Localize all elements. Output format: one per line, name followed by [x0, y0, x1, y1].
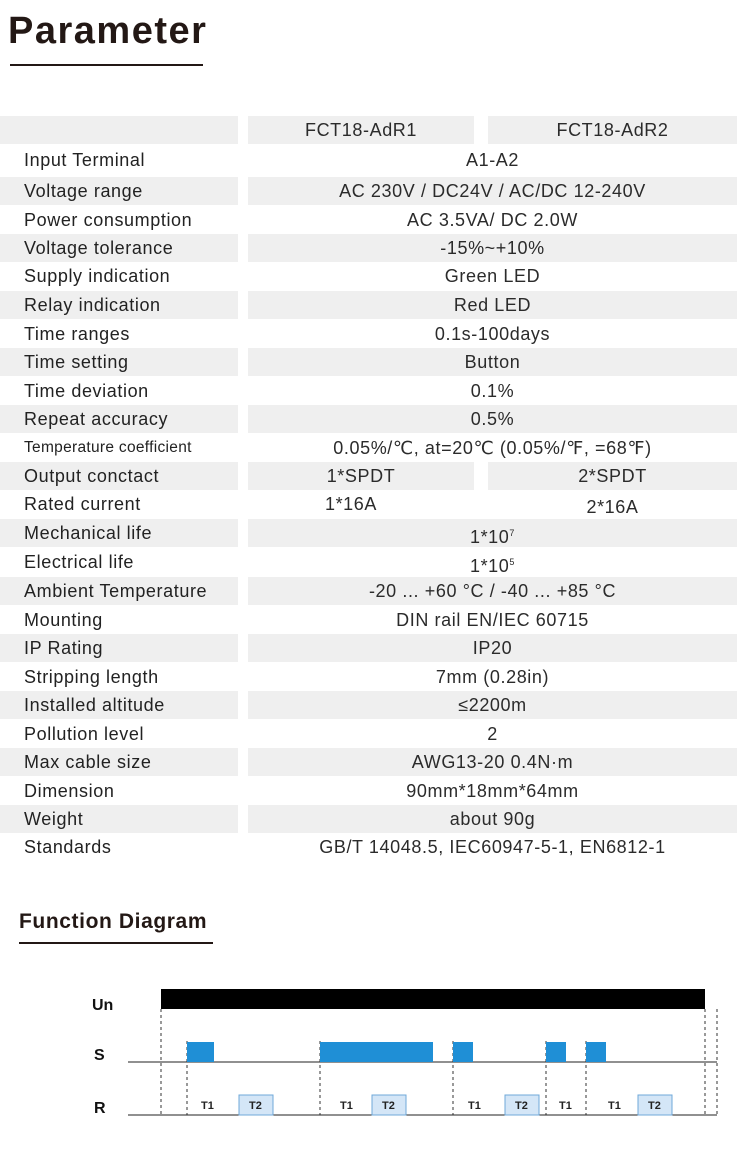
un-supply-bar: [161, 989, 705, 1009]
value-exponent: 5: [509, 557, 516, 567]
table-row: [0, 320, 750, 348]
row-label: Max cable size: [0, 748, 238, 776]
table-row: [0, 206, 750, 234]
row-value: about 90g: [248, 805, 737, 833]
page-title: Parameter: [8, 10, 208, 52]
row-value-model-2: 2*SPDT: [488, 462, 737, 490]
table-row: [0, 833, 750, 861]
row-label: Standards: [24, 837, 112, 857]
table-row: [0, 691, 750, 719]
table-row: [0, 177, 750, 205]
table-row: [0, 405, 750, 433]
table-row: [0, 146, 750, 174]
header-label-cell: [0, 116, 238, 144]
label-un: Un: [92, 997, 114, 1014]
value-base: 1*10: [469, 527, 510, 547]
row-value: 2: [487, 724, 498, 744]
table-row: [0, 606, 750, 634]
table-row: [0, 519, 750, 547]
s-pulse: [320, 1042, 433, 1062]
table-row: [0, 720, 750, 748]
row-value: 0.5%: [248, 405, 737, 433]
t2-label: T2: [515, 1100, 528, 1112]
row-label: Repeat accuracy: [0, 405, 238, 433]
row-value: AWG13-20 0.4N·m: [248, 748, 737, 776]
function-diagram-title: Function Diagram: [19, 910, 208, 933]
row-value-model-1: 1*16A: [324, 494, 378, 514]
table-row: [0, 377, 750, 405]
row-value: Button: [248, 348, 737, 376]
row-label: Weight: [0, 805, 238, 833]
row-label: Stripping length: [24, 667, 159, 687]
table-row: [0, 577, 750, 605]
s-pulse: [453, 1042, 473, 1062]
row-value-model-1: 1*SPDT: [248, 462, 474, 490]
table-row: [0, 291, 750, 319]
table-row: [0, 777, 750, 805]
table-row: [0, 234, 750, 262]
row-value-model-2: 2*16A: [586, 497, 639, 517]
title-underline: [10, 64, 203, 66]
value-exponent: 7: [509, 528, 516, 538]
label-s: S: [94, 1047, 105, 1064]
row-value: 0.1%: [470, 381, 515, 401]
row-value: AC 230V / DC24V / AC/DC 12-240V: [248, 177, 737, 205]
t1-label: T1: [201, 1100, 214, 1112]
row-value: A1-A2: [465, 150, 520, 170]
row-label: Relay indication: [0, 291, 238, 319]
table-row: [0, 490, 750, 518]
row-value: AC 3.5VA/ DC 2.0W: [407, 210, 578, 230]
t1-label: T1: [340, 1100, 353, 1112]
row-label: Temperature coefficient: [24, 439, 192, 456]
row-label: Output conctact: [0, 462, 238, 490]
row-label: Dimension: [24, 781, 115, 801]
row-value: IP20: [248, 634, 737, 662]
table-row: [0, 262, 750, 290]
row-label: Time setting: [0, 348, 238, 376]
row-label: Time deviation: [24, 381, 149, 401]
row-value: -20 ... +60 °C / -40 ... +85 °C: [248, 577, 737, 605]
row-value: Red LED: [248, 291, 737, 319]
t2-label: T2: [382, 1100, 395, 1112]
row-label: Rated current: [24, 494, 141, 514]
s-pulse: [586, 1042, 606, 1062]
row-value: 90mm*18mm*64mm: [406, 781, 579, 801]
table-row: [0, 748, 750, 776]
header-row: [0, 116, 750, 144]
row-value: ≤2200m: [248, 691, 737, 719]
header-model-2: FCT18-AdR2: [488, 116, 737, 144]
row-value: -15%~+10%: [248, 234, 737, 262]
row-value: 0.05%/℃, at=20℃ (0.05%/℉, =68℉): [333, 438, 652, 458]
table-row: [0, 548, 750, 576]
table-row: [0, 462, 750, 490]
t2-label: T2: [249, 1100, 262, 1112]
row-label: Pollution level: [24, 724, 145, 744]
s-pulse: [546, 1042, 566, 1062]
function-diagram-underline: [19, 942, 213, 944]
function-diagram: [0, 975, 750, 1145]
row-value: Green LED: [444, 266, 541, 286]
row-label: Time ranges: [24, 324, 130, 344]
row-value: 7mm (0.28in): [435, 667, 550, 687]
row-label: Mounting: [24, 610, 103, 630]
row-value: GB/T 14048.5, IEC60947-5-1, EN6812-1: [319, 837, 666, 857]
row-label: Mechanical life: [0, 519, 238, 547]
row-label: Input Terminal: [24, 150, 146, 170]
t1-label: T1: [608, 1100, 621, 1112]
header-model-1: FCT18-AdR1: [248, 116, 474, 144]
row-label: Ambient Temperature: [0, 577, 238, 605]
t2-label: T2: [648, 1100, 661, 1112]
table-row: [0, 634, 750, 662]
row-value: [248, 519, 737, 547]
row-value: DIN rail EN/IEC 60715: [396, 610, 589, 630]
value-base: 1*10: [469, 556, 510, 576]
row-label: Voltage tolerance: [0, 234, 238, 262]
row-label: Electrical life: [24, 552, 135, 572]
row-label: Power consumption: [24, 210, 193, 230]
row-value: 0.1s-100days: [434, 324, 551, 344]
row-label: Installed altitude: [0, 691, 238, 719]
table-row: [0, 663, 750, 691]
row-value: [248, 548, 737, 576]
row-label: Supply indication: [24, 266, 171, 286]
table-row: [0, 434, 750, 462]
row-label: IP Rating: [0, 634, 238, 662]
table-row: [0, 348, 750, 376]
t1-label: T1: [559, 1100, 572, 1112]
row-label: Voltage range: [0, 177, 238, 205]
label-r: R: [94, 1100, 106, 1117]
s-pulse: [187, 1042, 214, 1062]
table-row: [0, 805, 750, 833]
t1-label: T1: [468, 1100, 481, 1112]
